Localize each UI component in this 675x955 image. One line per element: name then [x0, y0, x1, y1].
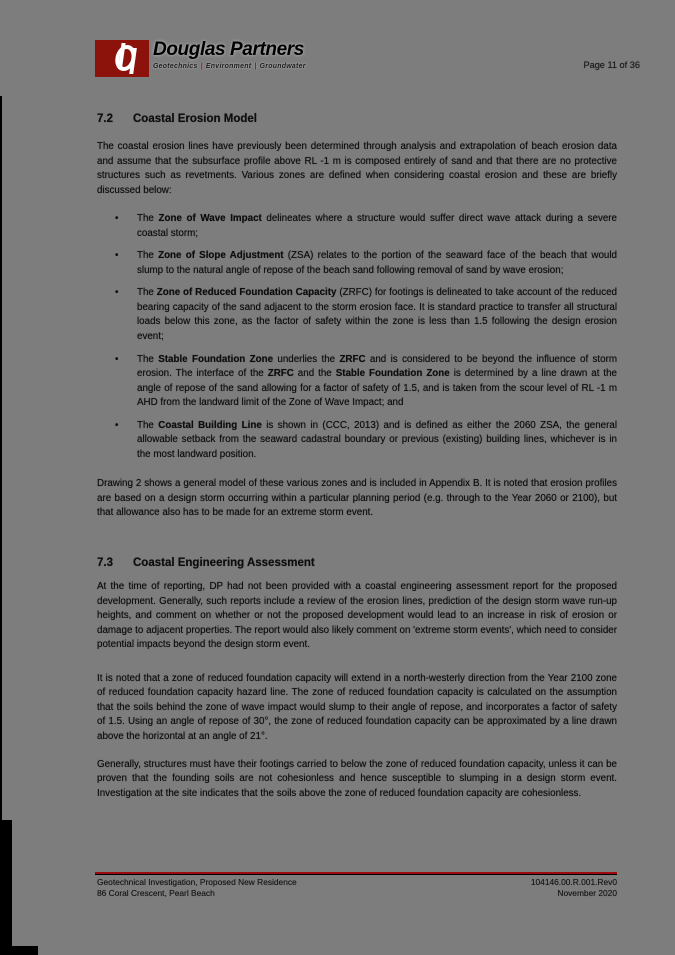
- logo-text: [153, 40, 306, 70]
- tagline-geotechnics: Geotechnics: [153, 63, 198, 70]
- footer-document-date: November 2020: [557, 887, 617, 898]
- footer-divider-rule: [95, 872, 617, 875]
- logo-wordmark: Douglas Partners: [153, 39, 304, 60]
- page-content: [97, 112, 617, 801]
- logo-tagline: [153, 63, 306, 70]
- bullet-stable-foundation-zone: [97, 353, 617, 411]
- footer-project-title: Geotechnical Investigation, Proposed New Residence: [97, 877, 297, 887]
- section-7-3-heading: [97, 556, 617, 570]
- footer-project-info: [97, 877, 297, 899]
- bullet-text: The Zone of Slope Adjustment (ZSA) relates to the portion of the seaward face of the beach that would slump to the natural angle of repose of the beach sand following removal of sand by wave erosion;: [137, 250, 617, 276]
- bullet-zone-of-wave-impact: [97, 212, 617, 241]
- bullet-text: The Stable Foundation Zone underlies the ZRFC and is considered to be beyond the influence of storm erosion. The interface of the ZRFC and the Stable Foundation Zone is determined by a line drawn at the angle of repose of the sand allowing for a factor of safety of 1.5, and is taken from the scour level of RL -1 m AHD from the landward limit of the Zone of Wave Impact; and: [137, 353, 617, 409]
- tagline-separator: |: [254, 63, 257, 70]
- scan-artifact-left-edge-wide: [0, 820, 12, 955]
- section-title: Coastal Engineering Assessment: [133, 557, 315, 570]
- bullet-text: The Zone of Wave Impact delineates where a structure would suffer direct wave attack during a severe coastal storm;: [137, 213, 618, 239]
- scan-artifact-bottom-edge: [0, 946, 38, 955]
- dp-monogram-icon: [95, 40, 149, 77]
- erosion-zone-bullet-list: [97, 212, 617, 462]
- footer-project-address: 86 Coral Crescent, Pearl Beach: [97, 887, 215, 898]
- bullet-zone-of-reduced-foundation-capacity: [97, 286, 617, 344]
- page-number: Page 11 of 36: [583, 60, 640, 70]
- section-7-2-heading: [97, 112, 617, 126]
- bullet-text: The Coastal Building Line is shown in (CCC, 2013) and is defined as either the 2060 ZSA, the general allowable setback from the seaward cadastral boundary or previous (existing) building lines, whichever is in the most landward position.: [137, 419, 618, 460]
- footer-rule-black-line: [95, 874, 617, 875]
- tagline-groundwater: Groundwater: [259, 63, 306, 70]
- paragraph-drawing-2: Drawing 2 shows a general model of these various zones and is included in Appendix B. It is noted that erosion profiles are based on a design storm occurring within a particular planning period (e.g. through to the Year 2060 or 2100), but that allowance also has to be made for an extreme storm event.: [97, 478, 617, 519]
- bullet-coastal-building-line: [97, 419, 617, 463]
- paragraph-erosion-intro: The coastal erosion lines have previously been determined through analysis and extrapolation of beach erosion data and assume that the subsurface profile above RL -1 m is composed entirely of sand and that there are no protective structures such as revetments. Various zones are defined when considering coastal erosion and these are briefly discussed below:: [97, 141, 617, 196]
- tagline-environment: Environment: [205, 63, 252, 70]
- bullet-marker: •: [115, 213, 119, 225]
- bullet-marker: •: [115, 250, 119, 262]
- bullet-marker: •: [115, 419, 119, 431]
- section-number: 7.3: [97, 557, 113, 570]
- page-footer: [97, 877, 617, 899]
- paragraph-zrfc-extent: It is noted that a zone of reduced foundation capacity will extend in a north-westerly direction from the Year 2100 zone of reduced foundation capacity hazard line. The zone of reduced foundation capacity is calculated on the assumption that the soils behind the zone of wave impact would slump to their angle of repose, and incorporates a factor of safety of 1.5. Using an angle of repose of 30°, the zone of reduced foundation capacity can be approximated by a line drawn above the horizontal at an angle of 21°.: [97, 672, 617, 742]
- footer-document-number: 104146.00.R.001.Rev0: [530, 877, 617, 887]
- paragraph-footings: Generally, structures must have their footings carried to below the zone of reduced foundation capacity, unless it can be proven that the founding soils are not cohesionless and hence susceptible to slumping in a design storm event. Investigation at the site indicates that the soils above the zone of reduced foundation capacity are cohesionless.: [97, 758, 617, 799]
- paragraph-assessment-report: At the time of reporting, DP had not been provided with a coastal engineering assessment report for the proposed development. Generally, such reports include a review of the erosion lines, prediction of the design storm wave run-up heights, and comment on whether or not the proposed development would lead to an increase in risk of erosion or damage to adjacent properties. The report would also likely comment on 'extreme storm events', which need to consider potential impacts beyond the design storm event.: [97, 581, 617, 651]
- douglas-partners-logo: [95, 40, 306, 77]
- bullet-marker: •: [115, 353, 119, 365]
- section-number: 7.2: [97, 113, 113, 125]
- tagline-separator: |: [200, 63, 203, 70]
- footer-document-info: [531, 877, 617, 899]
- bullet-marker: •: [115, 287, 119, 299]
- section-title: Coastal Erosion Model: [133, 113, 257, 125]
- bullet-text: The Zone of Reduced Foundation Capacity (ZRFC) for footings is delineated to take account of the reduced bearing capacity of the sand adjacent to the storm erosion face. It is standard practice to transfer all structural loads below this zone, as the factor of safety within the zone is less than 1.5 following the design erosion event;: [137, 287, 617, 343]
- bullet-zone-of-slope-adjustment: [97, 249, 617, 278]
